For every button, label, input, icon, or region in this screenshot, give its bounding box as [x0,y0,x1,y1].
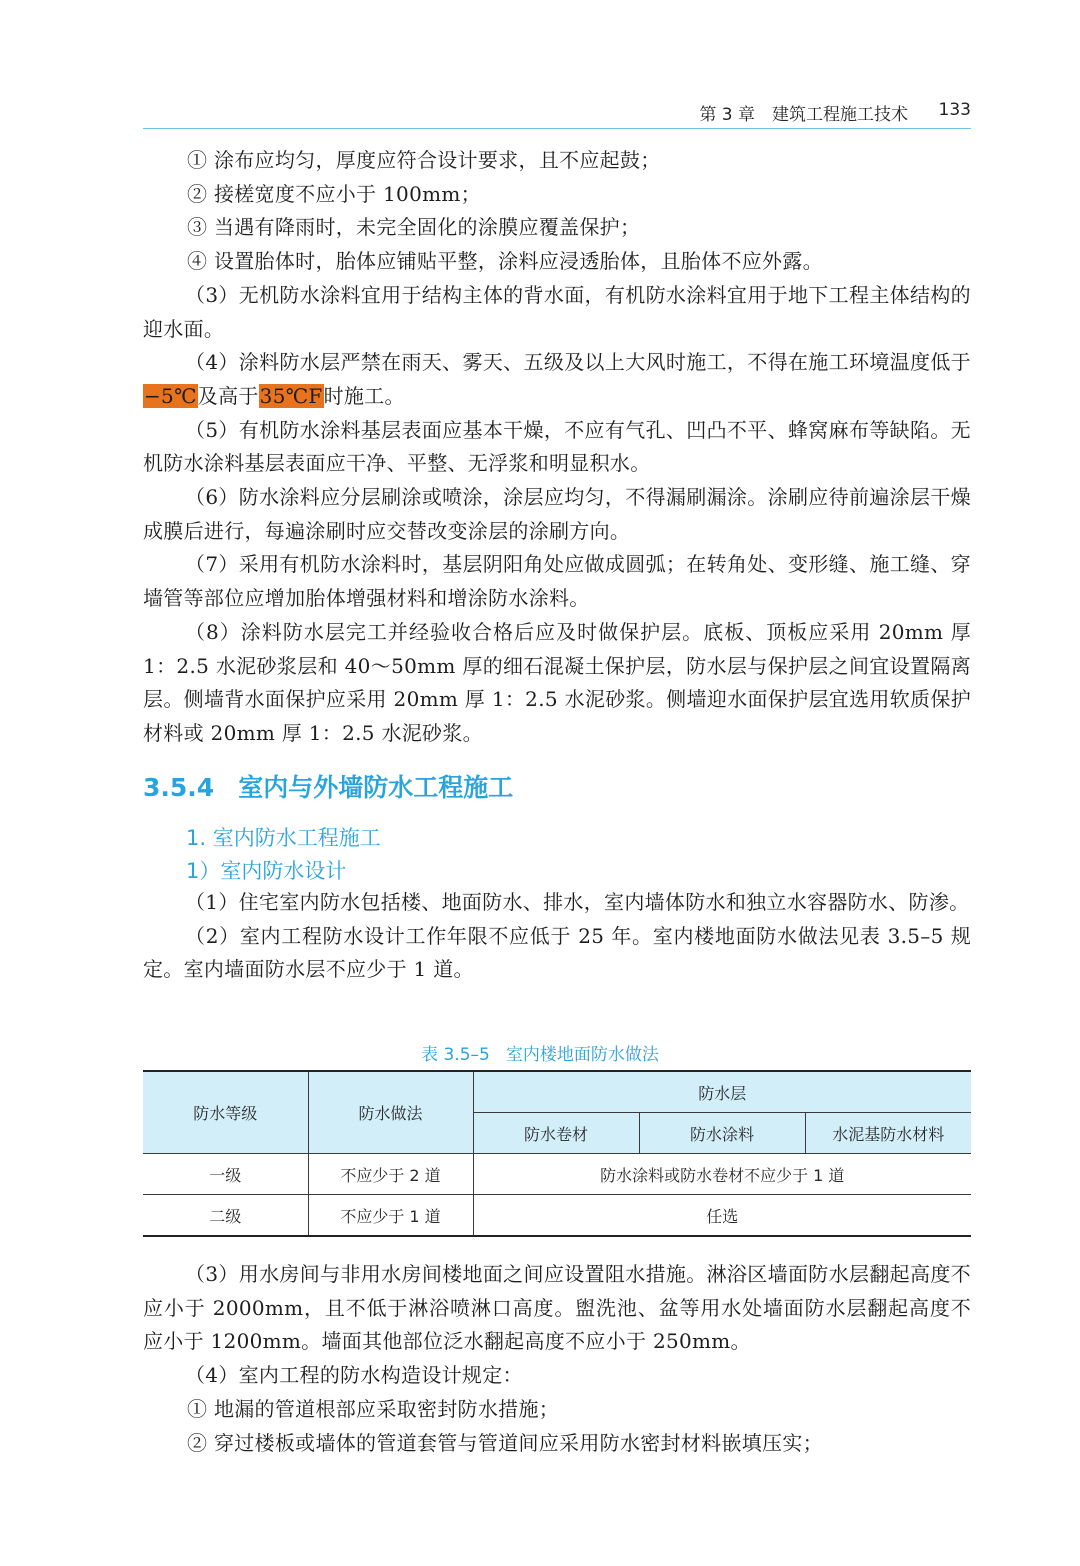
section-title [143,768,513,804]
page-header [143,96,971,126]
list-item: ② 接槎宽度不应小于 100mm； [187,181,481,206]
paragraph: （6）防水涂料应分层刷涂或喷涂，涂层应均匀，不得漏刷漏涂。涂刷应待前遍涂层干燥成膜后进行，每遍涂刷时应交替改变涂层的涂刷方向。 [143,485,971,543]
cell-method: 不应少于 1 道 [308,1195,473,1237]
cell-grade: 二级 [143,1195,308,1237]
subsubsection-title: 1）室内防水设计 [186,859,347,883]
header-method: 防水做法 [308,1071,473,1154]
paragraph: （1）住宅室内防水包括楼、地面防水、排水，室内墙体防水和独立水容器防水、防渗。 [185,890,970,914]
table-row [143,1195,971,1237]
paragraph: （3）用水房间与非用水房间楼地面之间应设置阻水措施。淋浴区墙面防水层翻起高度不应小于 2000mm，且不低于淋浴喷淋口高度。盥洗池、盆等用水处墙面防水层翻起高度不应小于 1200mm。墙面其他部位泛水翻起高度不应小于 250mm。 [143,1262,971,1354]
paragraph: （3）无机防水涂料宜用于结构主体的背水面，有机防水涂料宜用于地下工程主体结构的迎水面。 [143,282,971,341]
text-block-design [143,886,971,987]
highlight-min-temp: −5℃ [144,383,197,408]
list-item: ② 穿过楼板或墙体的管道套管与管道间应采用防水密封材料嵌填压实； [187,1430,823,1455]
cell-grade: 一级 [143,1154,308,1195]
paragraph: （2）室内工程防水设计工作年限不应低于 25 年。室内楼地面防水做法见表 3.5–5 规定。室内墙面防水层不应少于 1 道。 [143,923,971,982]
list-item: ④ 设置胎体时，胎体应铺贴平整，涂料应浸透胎体，且胎体不应外露。 [187,249,823,274]
paragraph: （7）采用有机防水涂料时，基层阴阳角处应做成圆弧；在转角处、变形缝、施工缝、穿墙管等部位应增加胎体增强材料和增涂防水涂料。 [143,552,971,611]
text-block-indoor-rules [143,1258,971,1460]
section-number: 3.5.4 [143,773,215,802]
paragraph: （8）涂料防水层完工并经验收合格后应及时做保护层。底板、顶板应采用 20mm 厚 1：2.5 水泥砂浆层和 40～50mm 厚的细石混凝土保护层，防水层与保护层之间宜设置隔离层。侧墙背水面保护应采用 20mm 厚 1：2.5 水泥砂浆。侧墙迎水面保护层宜选用软质保护材料或 20mm 厚 1：2.5 水泥砂浆。 [143,619,971,745]
cell-layer: 防水涂料或防水卷材不应少于 1 道 [473,1154,971,1195]
chapter-title: 第 3 章 建筑工程施工技术 [699,105,908,125]
paragraph-text: （4）涂料防水层严禁在雨天、雾天、五级及以上大风时施工，不得在施工环境温度低于 [185,350,971,375]
paragraph: （5）有机防水涂料基层表面应基本干燥，不应有气孔、凹凸不平、蜂窝麻布等缺陷。无机防水涂料基层表面应干净、平整、无浮浆和明显积水。 [143,417,971,476]
header-grade: 防水等级 [143,1071,308,1154]
page-number: 133 [938,100,971,120]
header-layer: 防水层 [473,1071,971,1113]
header-roll: 防水卷材 [473,1113,639,1154]
list-item: ③ 当遇有降雨时，未完全固化的涂膜应覆盖保护； [187,215,641,240]
waterproof-table [143,1070,971,1237]
paragraph-text: 时施工。 [323,383,405,408]
header-rule [143,128,971,129]
table-number: 表 3.5–5 [421,1045,490,1065]
table-row [143,1154,971,1195]
list-item: ① 涂布应均匀，厚度应符合设计要求，且不应起鼓； [187,148,661,172]
text-block-coating-rules [143,144,971,751]
cell-layer: 任选 [473,1195,971,1237]
highlight-max-temp: 35℃F [259,383,323,408]
paragraph-text: 及高于 [197,383,259,408]
table-title: 室内楼地面防水做法 [505,1045,659,1065]
cell-method: 不应少于 2 道 [308,1154,473,1195]
section-heading: 室内与外墙防水工程施工 [238,773,514,802]
paragraph-temperature [143,346,971,413]
paragraph: （4）室内工程的防水构造设计规定： [185,1363,523,1388]
subsection-title: 1. 室内防水工程施工 [186,826,381,850]
header-cement: 水泥基防水材料 [805,1113,971,1154]
list-item: ① 地漏的管道根部应采取密封防水措施； [187,1396,560,1421]
header-coating: 防水涂料 [639,1113,805,1154]
table-caption [0,1040,1080,1065]
